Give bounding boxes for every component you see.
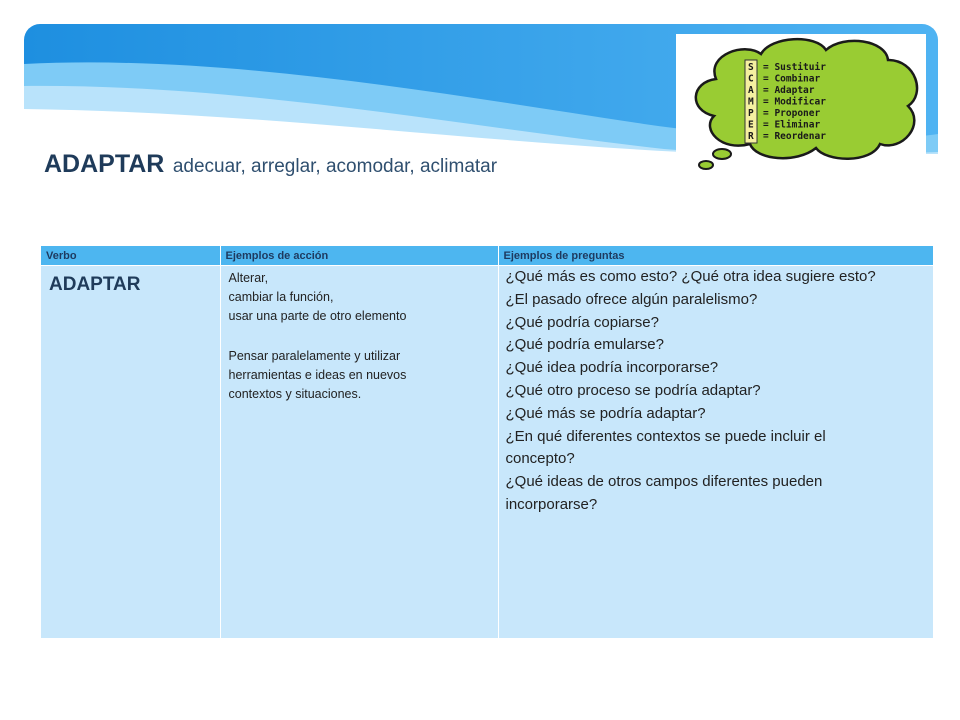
question-line: ¿Qué más es como esto? ¿Qué otra idea sugiere esto? xyxy=(505,268,876,285)
title-synonyms: adecuar, arreglar, acomodar, aclimatar xyxy=(172,156,498,177)
verb-text: ADAPTAR xyxy=(49,274,141,295)
action-line: contextos y situaciones. xyxy=(228,387,362,401)
scamper-cloud-graphic xyxy=(676,34,926,174)
action-line: Pensar paralelamente y utilizar xyxy=(228,349,401,363)
verb-cell xyxy=(41,266,220,639)
cloud-bubble-large xyxy=(713,149,731,159)
cloud-bubble-small xyxy=(699,161,713,169)
action-line: herramientas e ideas en nuevos xyxy=(228,368,407,382)
header-ejemplos-preguntas: Ejemplos de preguntas xyxy=(498,246,933,266)
table-header-row xyxy=(41,246,933,266)
question-line: ¿En qué diferentes contextos se puede incluir el xyxy=(505,427,826,445)
scamper-item: = Reordenar xyxy=(763,131,826,142)
question-line: ¿Qué otro proceso se podría adaptar? xyxy=(505,381,761,399)
scamper-letter: P xyxy=(748,108,754,119)
scamper-letter: R xyxy=(748,131,754,142)
scamper-item: = Combinar xyxy=(763,73,821,85)
actions-cell xyxy=(220,266,498,639)
table-row xyxy=(41,266,933,639)
questions-cell xyxy=(498,266,933,639)
scamper-letter: C xyxy=(748,73,754,85)
scamper-letter: S xyxy=(748,62,754,73)
question-line: ¿Qué podría emularse? xyxy=(505,336,664,354)
question-line: ¿Qué idea podría incorporarse? xyxy=(505,359,719,377)
scamper-item: = Adaptar xyxy=(763,85,815,96)
scamper-letter: A xyxy=(748,85,754,96)
scamper-cloud-svg xyxy=(676,34,926,174)
title-main: ADAPTAR xyxy=(44,150,165,178)
header-verbo: Verbo xyxy=(41,246,220,266)
scamper-item: = Eliminar xyxy=(763,119,821,131)
page-title xyxy=(44,150,497,179)
scamper-item: = Modificar xyxy=(763,96,826,108)
action-line: Alterar, xyxy=(228,271,269,285)
question-line: ¿El pasado ofrece algún paralelismo? xyxy=(505,290,758,308)
action-line: cambiar la función, xyxy=(228,290,334,304)
scamper-letter: E xyxy=(748,119,754,131)
scamper-table xyxy=(41,246,933,638)
question-line: ¿Qué ideas de otros campos diferentes pueden xyxy=(505,473,823,491)
question-line: incorporarse? xyxy=(505,495,598,513)
question-line: ¿Qué más se podría adaptar? xyxy=(505,404,706,422)
header-ejemplos-accion: Ejemplos de acción xyxy=(220,246,498,266)
question-line: ¿Qué podría copiarse? xyxy=(505,313,659,331)
question-line: concepto? xyxy=(505,450,575,468)
scamper-item: = Proponer xyxy=(763,108,821,119)
scamper-item: = Sustituir xyxy=(763,62,826,73)
action-line: usar una parte de otro elemento xyxy=(228,309,407,323)
scamper-letter: M xyxy=(748,96,754,108)
